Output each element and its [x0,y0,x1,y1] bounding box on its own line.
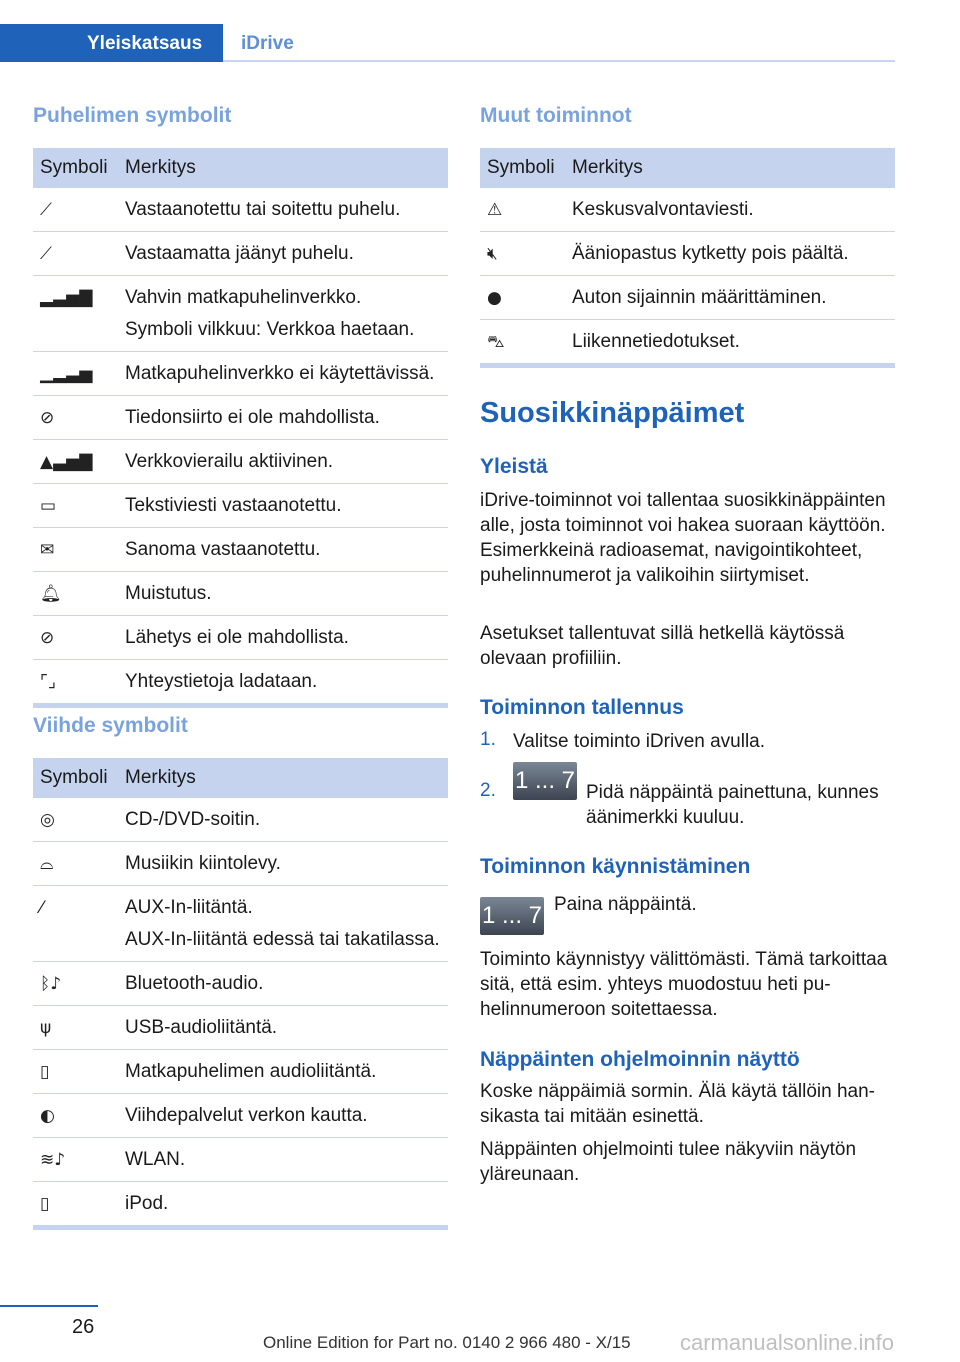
aux-icon: ⁄ [40,898,43,918]
meaning-cell [565,188,895,232]
table-row [33,842,448,886]
meaning-text: Tekstiviesti vastaanotettu. [125,495,342,516]
table-row [33,276,448,352]
hard-disk-icon: ⌓ [40,854,54,874]
col-meaning: Merkitys [565,148,895,188]
mail-icon: ✉ [40,540,55,560]
meaning-cell [565,320,895,366]
meaning-text: Tiedonsiirto ei ole mahdollista. [125,407,380,428]
locate-vehicle-icon: ● [487,288,502,308]
cd-icon: ◎ [40,810,55,830]
symbol-cell [33,1006,118,1050]
symbol-cell [480,188,565,232]
footer-rule [0,1305,98,1307]
other-functions-title: Muut toiminnot [480,104,632,127]
meaning-text: Keskusvalvontaviesti. [572,199,754,220]
table-row [33,1094,448,1138]
meaning-cell [565,276,895,320]
roaming-icon: ▲▃▅▇ [40,452,93,472]
meaning-text: Sanoma vastaanotettu. [125,539,321,560]
header-tabbar [0,24,895,62]
symbol-cell [33,886,118,962]
meaning-text: Bluetooth-audio. [125,973,264,994]
data-disabled-icon: ⊘ [40,408,55,428]
start-heading: Toiminnon käynnistäminen [480,855,751,878]
meaning-text: Ääniopastus kytketty pois päältä. [572,243,849,264]
step-number: 2. [480,780,496,801]
meaning-text: iPod. [125,1193,169,1214]
table-header [33,758,448,798]
bell-icon: 🔔︎ [40,584,62,604]
signal-strength-icon: ▂▃▅▇ [40,288,93,308]
meaning-text: Symboli vilkkuu: Verkkoa haetaan. [125,319,415,340]
table-row [33,962,448,1006]
step-text: Valitse toiminto iDriven avulla. [513,731,766,752]
table-row [480,188,895,232]
table-row [33,1182,448,1228]
start-text: Paina näppäintä. [554,894,697,915]
col-meaning: Merkitys [118,148,448,188]
sms-icon: ▭ [40,496,57,516]
wlan-icon: ≋♪ [40,1150,66,1170]
phone-incoming-icon: ⟋ [40,200,52,220]
edition-text: Online Edition for Part no. 0140 2 966 480 - X/15 [263,1333,631,1352]
table-row [33,660,448,706]
general-heading: Yleistä [480,455,548,478]
symbol-cell [33,572,118,616]
symbol-cell [33,616,118,660]
meaning-text: Verkkovierailu aktiivinen. [125,451,334,472]
symbol-cell [33,962,118,1006]
symbol-cell [33,1138,118,1182]
meaning-cell [118,276,448,352]
symbol-cell [33,660,118,706]
table-row [33,1006,448,1050]
symbol-cell [33,798,118,842]
meaning-cell [118,1182,448,1228]
usb-icon: ψ [40,1018,52,1038]
display-paragraph-2: Näppäinten ohjelmointi tulee näkyviin näytön yläreunaan. [480,1139,857,1185]
table-row [33,484,448,528]
symbol-cell [33,396,118,440]
symbol-cell [480,320,565,366]
symbol-cell [33,352,118,396]
symbol-cell [480,232,565,276]
meaning-cell [118,842,448,886]
traffic-info-icon: ⛍ [487,332,505,352]
col-symbol: Symboli [480,148,565,188]
meaning-cell [118,352,448,396]
step-text [513,780,898,830]
step-number: 1. [480,729,496,750]
bluetooth-audio-icon: ᛒ♪ [40,974,62,994]
symbol-cell [480,276,565,320]
meaning-text: Yhteystietoja ladataan. [125,671,318,692]
symbol-cell [33,188,118,232]
symbol-cell [33,1182,118,1228]
meaning-cell [565,232,895,276]
meaning-text: Lähetys ei ole mahdollista. [125,627,349,648]
table-row [33,886,448,962]
meaning-text: Matkapuhelinverkko ei käytettävissä. [125,363,435,384]
meaning-text: Vahvin matkapuhelinverkko. [125,287,362,308]
meaning-cell [118,528,448,572]
meaning-cell [118,396,448,440]
warning-icon: ⚠ [487,200,503,220]
phone-symbols-title: Puhelimen symbolit [33,104,232,127]
meaning-cell [118,798,448,842]
phone-audio-icon: ▯ [40,1062,50,1082]
table-row [480,276,895,320]
symbol-cell [33,528,118,572]
meaning-cell [118,962,448,1006]
step-text-content: Pidä näppäintä painettuna, kunnes äänimerkki kuuluu. [586,782,879,828]
meaning-text: Vastaamatta jäänyt puhelu. [125,243,354,264]
table-row [33,440,448,484]
symbol-cell [33,440,118,484]
col-symbol: Symboli [33,148,118,188]
tab-idrive[interactable]: iDrive [241,33,294,54]
online-entertainment-icon: ◐ [40,1106,55,1126]
table-row [33,616,448,660]
symbol-cell [33,1094,118,1138]
phone-missed-icon: ⟋ [40,244,52,264]
meaning-text: AUX-In-liitäntä. [125,897,253,918]
meaning-cell [118,232,448,276]
symbol-cell [33,1050,118,1094]
entertainment-symbols-title: Viihde symbolit [33,714,188,737]
meaning-cell [118,440,448,484]
entertainment-symbols-table [33,758,448,1230]
other-functions-table [480,148,895,368]
contacts-loading-icon: ⌜⌟ [40,672,56,692]
ipod-icon: ▯ [40,1194,50,1214]
table-row [33,572,448,616]
favorites-title: Suosikkinäppäimet [480,397,745,429]
page-number: 26 [72,1316,95,1338]
speaker-off-icon: 🔇︎ [487,244,498,264]
col-meaning: Merkitys [118,758,448,798]
meaning-text: WLAN. [125,1149,186,1170]
meaning-text: Liikennetiedotukset. [572,331,740,352]
meaning-text: Matkapuhelimen audioliitäntä. [125,1061,377,1082]
table-row [33,1050,448,1094]
meaning-cell [118,1050,448,1094]
favorite-key-button[interactable]: 1 ... 7 [513,762,577,800]
table-header [480,148,895,188]
table-row [480,320,895,366]
meaning-cell [118,484,448,528]
meaning-text: Auton sijainnin määrittäminen. [572,287,827,308]
meaning-cell [118,188,448,232]
table-row [33,232,448,276]
meaning-cell [118,1138,448,1182]
meaning-cell [118,886,448,962]
favorite-key-button[interactable]: 1 ... 7 [480,897,544,935]
tab-yleiskatsaus[interactable]: Yleiskatsaus [0,24,223,62]
table-row [33,188,448,232]
meaning-text: CD-/DVD-soitin. [125,809,261,830]
col-symbol: Symboli [33,758,118,798]
display-paragraph-1: Koske näppäimiä sormin. Älä käytä tällöin hansikasta tai mitään esinettä. [480,1081,875,1127]
meaning-text: USB-audioliitäntä. [125,1017,278,1038]
table-row [33,528,448,572]
save-heading: Toiminnon tallennus [480,696,684,719]
table-row [33,1138,448,1182]
meaning-text: Viihdepalvelut verkon kautta. [125,1105,368,1126]
table-row [33,396,448,440]
meaning-text: AUX-In-liitäntä edessä tai takatilassa. [125,929,440,950]
table-row [33,352,448,396]
symbol-cell [33,484,118,528]
table-header [33,148,448,188]
table-row [33,798,448,842]
symbol-cell [33,232,118,276]
meaning-cell [118,1006,448,1050]
send-disabled-icon: ⊘ [40,628,55,648]
meaning-text: Musiikin kiintolevy. [125,853,281,874]
watermark: carmanualsonline.info [680,1330,895,1355]
meaning-cell [118,572,448,616]
meaning-cell [118,660,448,706]
meaning-cell [118,616,448,660]
signal-none-icon: ▁▂▃▅ [40,364,93,384]
meaning-text: Muistutus. [125,583,212,604]
display-heading: Näppäinten ohjelmoinnin näyttö [480,1048,800,1071]
symbol-cell [33,276,118,352]
general-paragraph-2: Asetukset tallentuvat sillä hetkellä käytössä olevaan profiiliin. [480,623,845,669]
general-paragraph-1: iDrive-toiminnot voi tallentaa suosikkinäppäinten alle, josta toiminnot voi hakea suoraan käyttöön. Esimerkkeinä radioasemat, navigointikohteet, puhelinnumerot ja valikoihin siirtymiset. [480,490,886,586]
table-row [480,232,895,276]
meaning-cell [118,1094,448,1138]
start-paragraph: Toiminto käynnistyy välittömästi. Tämä tarkoittaa sitä, että esim. yhteys muodostuu heti puhelinnumeroon soitettaessa. [480,949,888,1020]
symbol-cell [33,842,118,886]
meaning-text: Vastaanotettu tai soitettu puhelu. [125,199,401,220]
phone-symbols-table [33,148,448,708]
